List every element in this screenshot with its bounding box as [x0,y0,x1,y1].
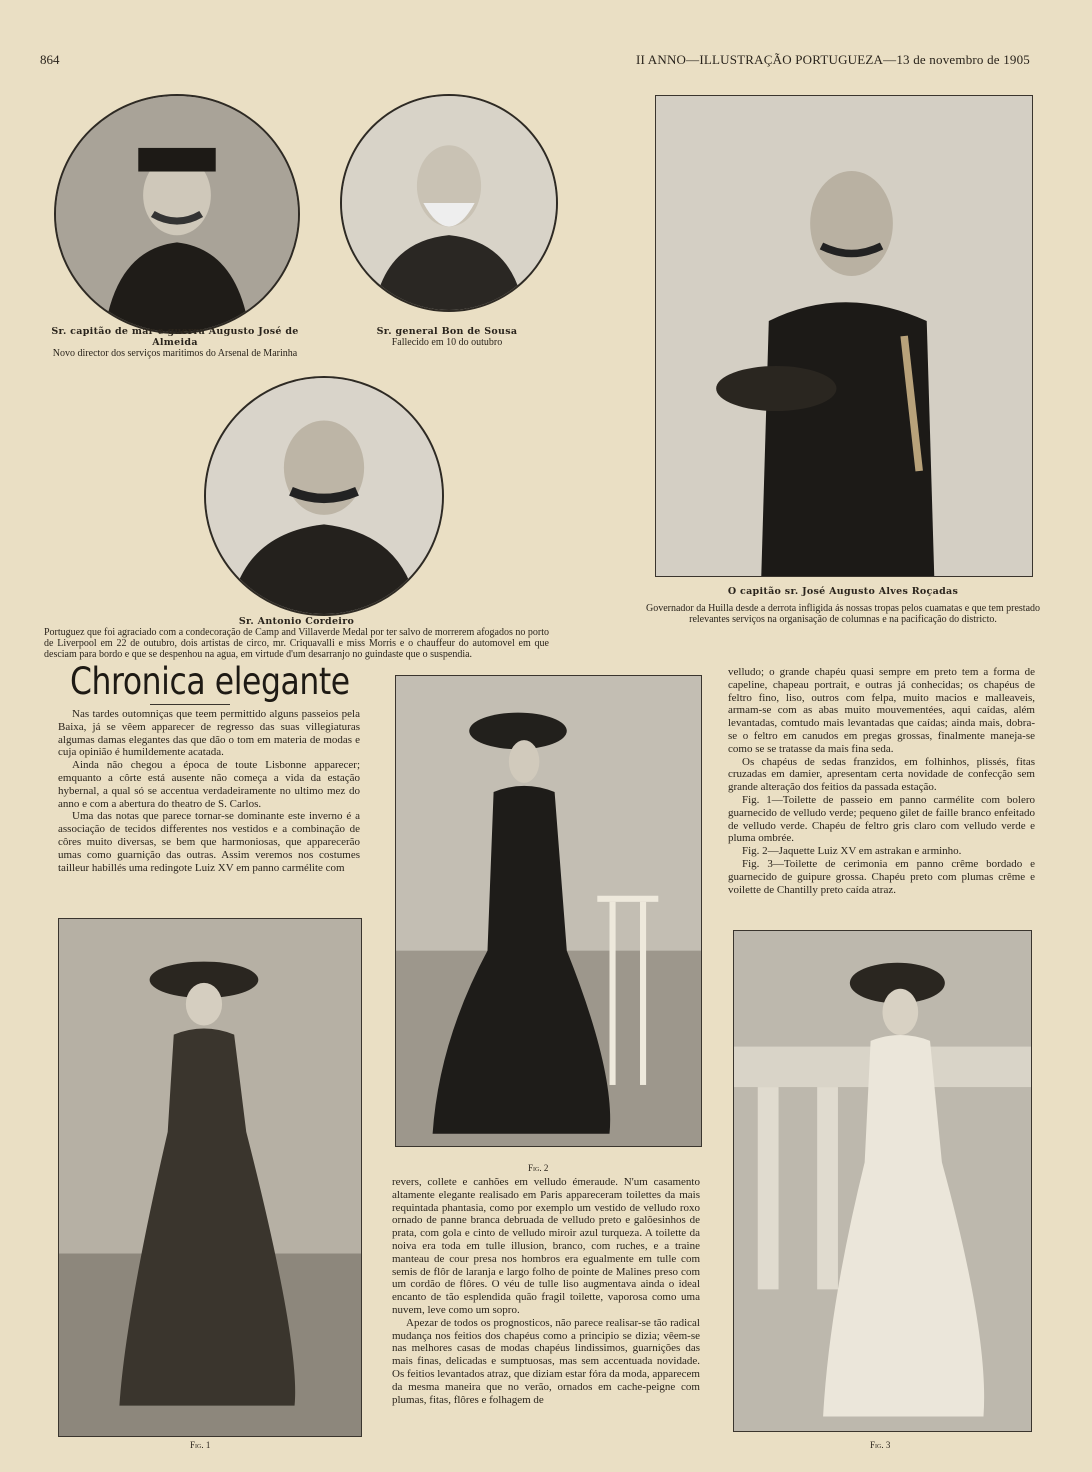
paragraph: revers, collete e canhões em velludo émeraude. N'um casamento altamente elegante realisado em Paris appareceram toilettes da mais requintada phantasia, como por exemplo um vestido de velludo roxo ornado de panne branca debruada de velludo preto e galõesinhos de prata, com gola e cinto de velludo miroir azul turqueza. A toilette da noiva era toda em tulle illusion, branco, com ruches, e a traine manteau de cour presa nos hombros era egualmente em tulle com semis de flôr de laranja e largo folho de pointe de Malines preso com um cordão de flôres. O véu de tulle liso augmentava ainda o ideal encanto de tão esplendida quão fragil toilette, vaporosa como uma nuvem, leve como um sopro. [392,1176,700,1316]
figure-label-2: Fig. 2 [528,1163,549,1173]
fashion-photo-fig1 [58,918,362,1437]
caption-subtitle: Fallecido em 10 do outubro [391,337,503,348]
masthead: II ANNO—ILLUSTRAÇÃO PORTUGUEZA—13 de novembro de 1905 [635,52,1030,67]
portrait-photo-almeida [54,94,300,334]
paragraph: Nas tardes outomniças que teem permittido alguns passeios pela Baixa, já se vêem apparecer de regresso das suas villegiaturas algumas damas elegantes das que dão o tom em materia de modas e cuja opinião é humildemente acatada. [58,708,360,759]
caption-subtitle: Novo director dos serviços maritimos do Arsenal de Marinha [52,348,298,359]
caption-name: Sr. Antonio Cordeiro [238,616,355,627]
paragraph: velludo; o grande chapéu quasi sempre em preto tem a forma de capeline, chapeau portrait, e outras já conhecidas; os chapéus de feltro fino, liso, outros com felpa, muito macios e malleaveis, armam-se com as abas muito mouvementées, aqui caídas, além levantadas, comtudo mais levantadas que caídas; ainda mais, dobra-se o feltro em canudos em pregas grossas, finalmente maneja-se como se se tratasse da mais fina seda. [728,666,1035,755]
caption-almeida [30,326,320,359]
paragraph: Apezar de todos os prognosticos, não parece realisar-se tão radical mudança nos feitios dos chapéus como a principio se dizia; vêem-se nas melhores casas de modas chapéus lindissimos, guarnições das mais finas, delicadas e sumptuosas, mas sem accentuada novidade. Os feitios levantados atraz, que diziam estar fóra da moda, apparecem da mesma maneira que no verão, ornados em cache-peigne com plumas, fitas, flôres e folhagem de [392,1316,700,1406]
article-column-2 [392,1176,700,1406]
fashion-photo-fig3 [733,930,1032,1432]
caption-bon-de-sousa [340,326,554,348]
article-column-1 [58,708,360,874]
portrait-photo-rocadas [655,95,1033,577]
title-ornament [150,704,230,705]
caption-name: Sr. capitão de mar e guerra Augusto José de Almeida [51,326,299,348]
figure-label-1: Fig. 1 [190,1440,211,1450]
portrait-photo-bon-de-sousa [340,94,558,312]
fashion-photo-fig2 [395,675,702,1147]
paragraph: Ainda não chegou a época de toute Lisbonne apparecer; emquanto a côrte está ausente não começa a vida da estação hybernal, a qual só se accentua verdadeiramente no ultimo mez do anno e com a abertura do theatro de S. Carlos. [58,759,360,810]
paragraph: Os chapéus de sedas franzidos, em folhinhos, plissés, fitas cruzadas em damier, apresentam certa novidade de confecção sem grande alteração dos feitios da passada estação. [728,755,1035,794]
paragraph: Fig. 3—Toilette de cerimonia em panno crême bordado e guarnecido de guipure grossa. Chapéu preto com plumas crême e voilette de Chantilly preto caída atraz. [728,857,1035,896]
page-number: 864 [40,52,60,67]
caption-name: Sr. general Bon de Sousa [376,326,518,337]
paragraph: Fig. 2—Jaquette Luiz XV em astrakan e arminho. [742,845,962,858]
caption-cordeiro [44,616,549,660]
article-column-3 [728,666,1035,896]
article-title: Chronica elegante [70,660,350,703]
paragraph: Uma das notas que parece tornar-se dominante este inverno é a associação de tecidos differentes nos vestidos e a combinação de côres muito diversas, se bem que harmoniosas, que apparecerão umas como guarnição das outras. Assim veremos nos costumes tailleur habillés uma redingote Luiz XV em panno carmélite com [58,810,360,874]
caption-rocadas [630,586,1056,625]
caption-subtitle: Portuguez que foi agraciado com a condecoração de Camp and Villaverde Medal por ter salvo de morrerem afogados no porto de Liverpool em 22 de outubro, dois artistas de circo, mr. Criquavalli e miss Morris e o chauffeur do automovel em que desciam para bordo e que se despenhou na agua, em virtude d'um desarranjo no guindaste que o suspendia. [44,627,549,660]
caption-name: O capitão sr. José Augusto Alves Roçadas [727,586,959,597]
paragraph: Fig. 1—Toilette de passeio em panno carmélite com bolero guarnecido de velludo verde; pequeno gilet de faille branco enfeitado de velludo verde. Chapéu de feltro gris claro com velludo verde e pluma ombrée. [728,793,1035,845]
figure-label-3: Fig. 3 [870,1440,891,1450]
portrait-photo-cordeiro [204,376,444,616]
caption-subtitle: Governador da Huilla desde a derrota infligida ás nossas tropas pelos cuamatas e que tem prestado relevantes serviços na organisação de columnas e na pacificação do districto. [645,603,1041,625]
